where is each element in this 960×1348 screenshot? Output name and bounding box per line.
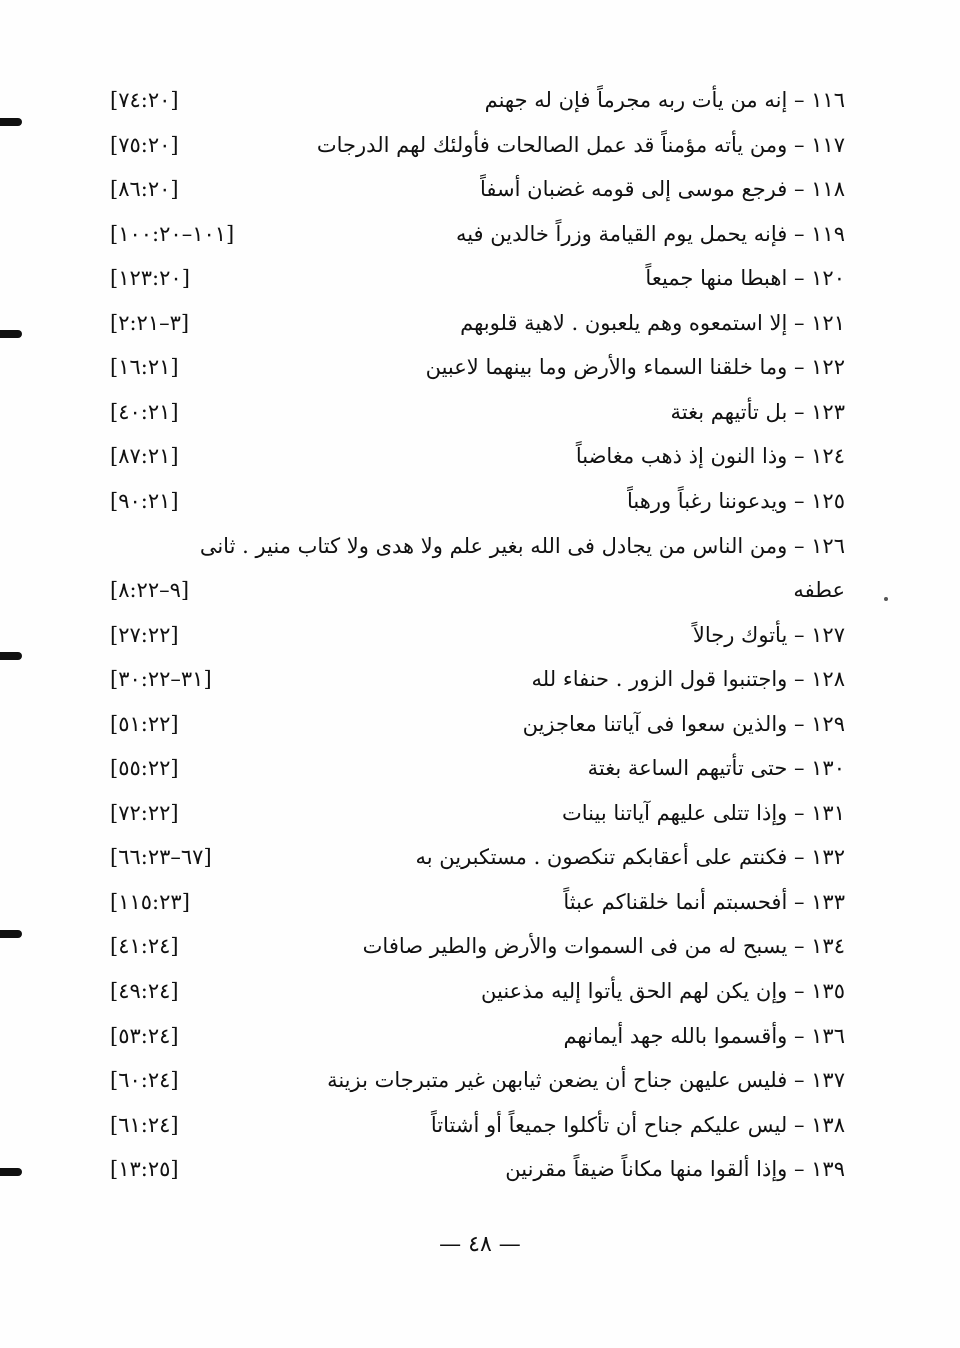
verse-text: ١٢٦ – ومن الناس من يجادل فى الله بغير علم ولا هدى ولا كتاب منير . ثانى xyxy=(199,534,845,558)
binding-mark xyxy=(0,118,22,126)
verse-line xyxy=(110,568,845,612)
verse-reference: [١٣:٢٥] xyxy=(110,1157,179,1181)
verse-reference: [٦٠:٢٤] xyxy=(110,1068,179,1092)
verse-reference: [١٠١–١٠٠:٢٠] xyxy=(110,222,235,246)
verse-reference: [٨٧:٢١] xyxy=(110,444,179,468)
verse-reference: [٥٣:٢٤] xyxy=(110,1024,179,1048)
verse-line xyxy=(110,924,845,968)
verse-text: ١٣٣ – أفحسبتم أنما خلقناكم عبثاً xyxy=(563,890,845,914)
verse-reference: [٨٦:٢٠] xyxy=(110,177,179,201)
verse-text: ١١٨ – فرجع موسى إلى قومه غضبان أسفاً xyxy=(480,177,845,201)
verse-line xyxy=(110,167,845,211)
verse-text: ١١٦ – إنه من يأت ربه مجرماً فإن له جهنم xyxy=(484,88,845,112)
verse-line xyxy=(110,390,845,434)
verse-text: ١٣٥ – وإن يكن لهم الحق يأتوا إليه مذعنين xyxy=(481,979,845,1003)
verse-line xyxy=(110,1103,845,1147)
verse-text: ١٢٤ – وذا النون إذ ذهب مغاضباً xyxy=(575,444,845,468)
verse-line xyxy=(110,702,845,746)
verse-line xyxy=(110,301,845,345)
verse-text: ١١٧ – ومن يأته مؤمناً قد عمل الصالحات فأولئك لهم الدرجات xyxy=(316,133,845,157)
verse-text: ١٣١ – وإذا تتلى عليهم آياتنا بينات xyxy=(561,801,845,825)
verse-line xyxy=(110,256,845,300)
verse-reference: [٧٢:٢٢] xyxy=(110,801,179,825)
verse-text: عطفه xyxy=(793,578,845,602)
verse-text: ١٣٠ – حتى تأتيهم الساعة بغتة xyxy=(587,756,845,780)
verse-text: ١٢٣ – بل تأتيهم بغتة xyxy=(670,400,845,424)
binding-mark xyxy=(0,1168,22,1176)
verse-reference: [٩–٨:٢٢] xyxy=(110,578,190,602)
verse-line xyxy=(110,1014,845,1058)
verse-text: ١٢١ – إلا استمعوه وهم يلعبون . لاهية قلوبهم xyxy=(460,311,845,335)
verse-line xyxy=(110,345,845,389)
verse-text: ١٣٧ – فليس عليهن جناح أن يضعن ثيابهن غير متبرجات بزينة xyxy=(327,1068,845,1092)
verse-reference: [٦٧–٦٦:٢٣] xyxy=(110,845,212,869)
verse-reference: [١١٥:٢٣] xyxy=(110,890,190,914)
verse-line xyxy=(110,123,845,167)
verse-line xyxy=(110,524,845,568)
verse-reference: [٦١:٢٤] xyxy=(110,1113,179,1137)
verse-line xyxy=(110,969,845,1013)
page-number: — ٤٨ — xyxy=(439,1232,521,1257)
verse-text: ١٣٩ – وإذا ألقوا منها مكاناً ضيقاً مقرنين xyxy=(505,1157,845,1181)
verse-reference: [٤٩:٢٤] xyxy=(110,979,179,1003)
verse-line xyxy=(110,657,845,701)
verse-text: ١٢٠ – اهبطا منها جميعاً xyxy=(645,266,845,290)
verse-line xyxy=(110,1058,845,1102)
verse-reference: [٤٠:٢١] xyxy=(110,400,179,424)
verse-line xyxy=(110,880,845,924)
verse-reference: [١٢٣:٢٠] xyxy=(110,266,190,290)
verse-reference: [٩٠:٢١] xyxy=(110,489,179,513)
binding-mark xyxy=(0,330,22,338)
verse-reference: [٣١–٣٠:٢٢] xyxy=(110,667,212,691)
binding-mark xyxy=(0,930,22,938)
verse-line xyxy=(110,1147,845,1191)
verse-line xyxy=(110,613,845,657)
binding-mark xyxy=(0,652,22,660)
verse-text: ١٢٥ – ويدعوننا رغباً ورهباً xyxy=(627,489,845,513)
verse-reference: [٥٥:٢٢] xyxy=(110,756,179,780)
verse-line xyxy=(110,78,845,122)
verse-line xyxy=(110,434,845,478)
verse-reference: [٧٥:٢٠] xyxy=(110,133,179,157)
scan-speck xyxy=(884,597,888,601)
verse-reference: [٣–٢:٢١] xyxy=(110,311,190,335)
verse-text: ١٢٩ – والذين سعوا فى آياتنا معاجزين xyxy=(522,712,845,736)
verse-text: ١٣٨ – ليس عليكم جناح أن تأكلوا جميعاً أو أشتاتاً xyxy=(430,1113,845,1137)
verse-reference: [٤١:٢٤] xyxy=(110,934,179,958)
verse-line xyxy=(110,746,845,790)
verse-text: ١٣٤ – يسبح له من فى السموات والأرض والطير صافات xyxy=(362,934,845,958)
verse-reference: [٥١:٢٢] xyxy=(110,712,179,736)
verse-reference: [٢٧:٢٢] xyxy=(110,623,179,647)
verse-line xyxy=(110,212,845,256)
verse-line xyxy=(110,479,845,523)
verse-text: ١٢٨ – واجتنبوا قول الزور . حنفاء لله xyxy=(531,667,845,691)
verse-reference: [١٦:٢١] xyxy=(110,355,179,379)
verse-text: ١٢٢ – وما خلقنا السماء والأرض وما بينهما لاعبين xyxy=(425,355,845,379)
verse-line xyxy=(110,835,845,879)
verse-line xyxy=(110,791,845,835)
verse-reference: [٧٤:٢٠] xyxy=(110,88,179,112)
verse-text: ١٣٦ – وأقسموا بالله جهد أيمانهم xyxy=(563,1024,845,1048)
verse-text: ١٢٧ – يأتوك رجالاً xyxy=(692,623,845,647)
verse-text: ١١٩ – فإنه يحمل يوم القيامة وزراً خالدين فيه xyxy=(455,222,845,246)
verse-text: ١٣٢ – فكنتم على أعقابكم تنكصون . مستكبرين به xyxy=(415,845,845,869)
